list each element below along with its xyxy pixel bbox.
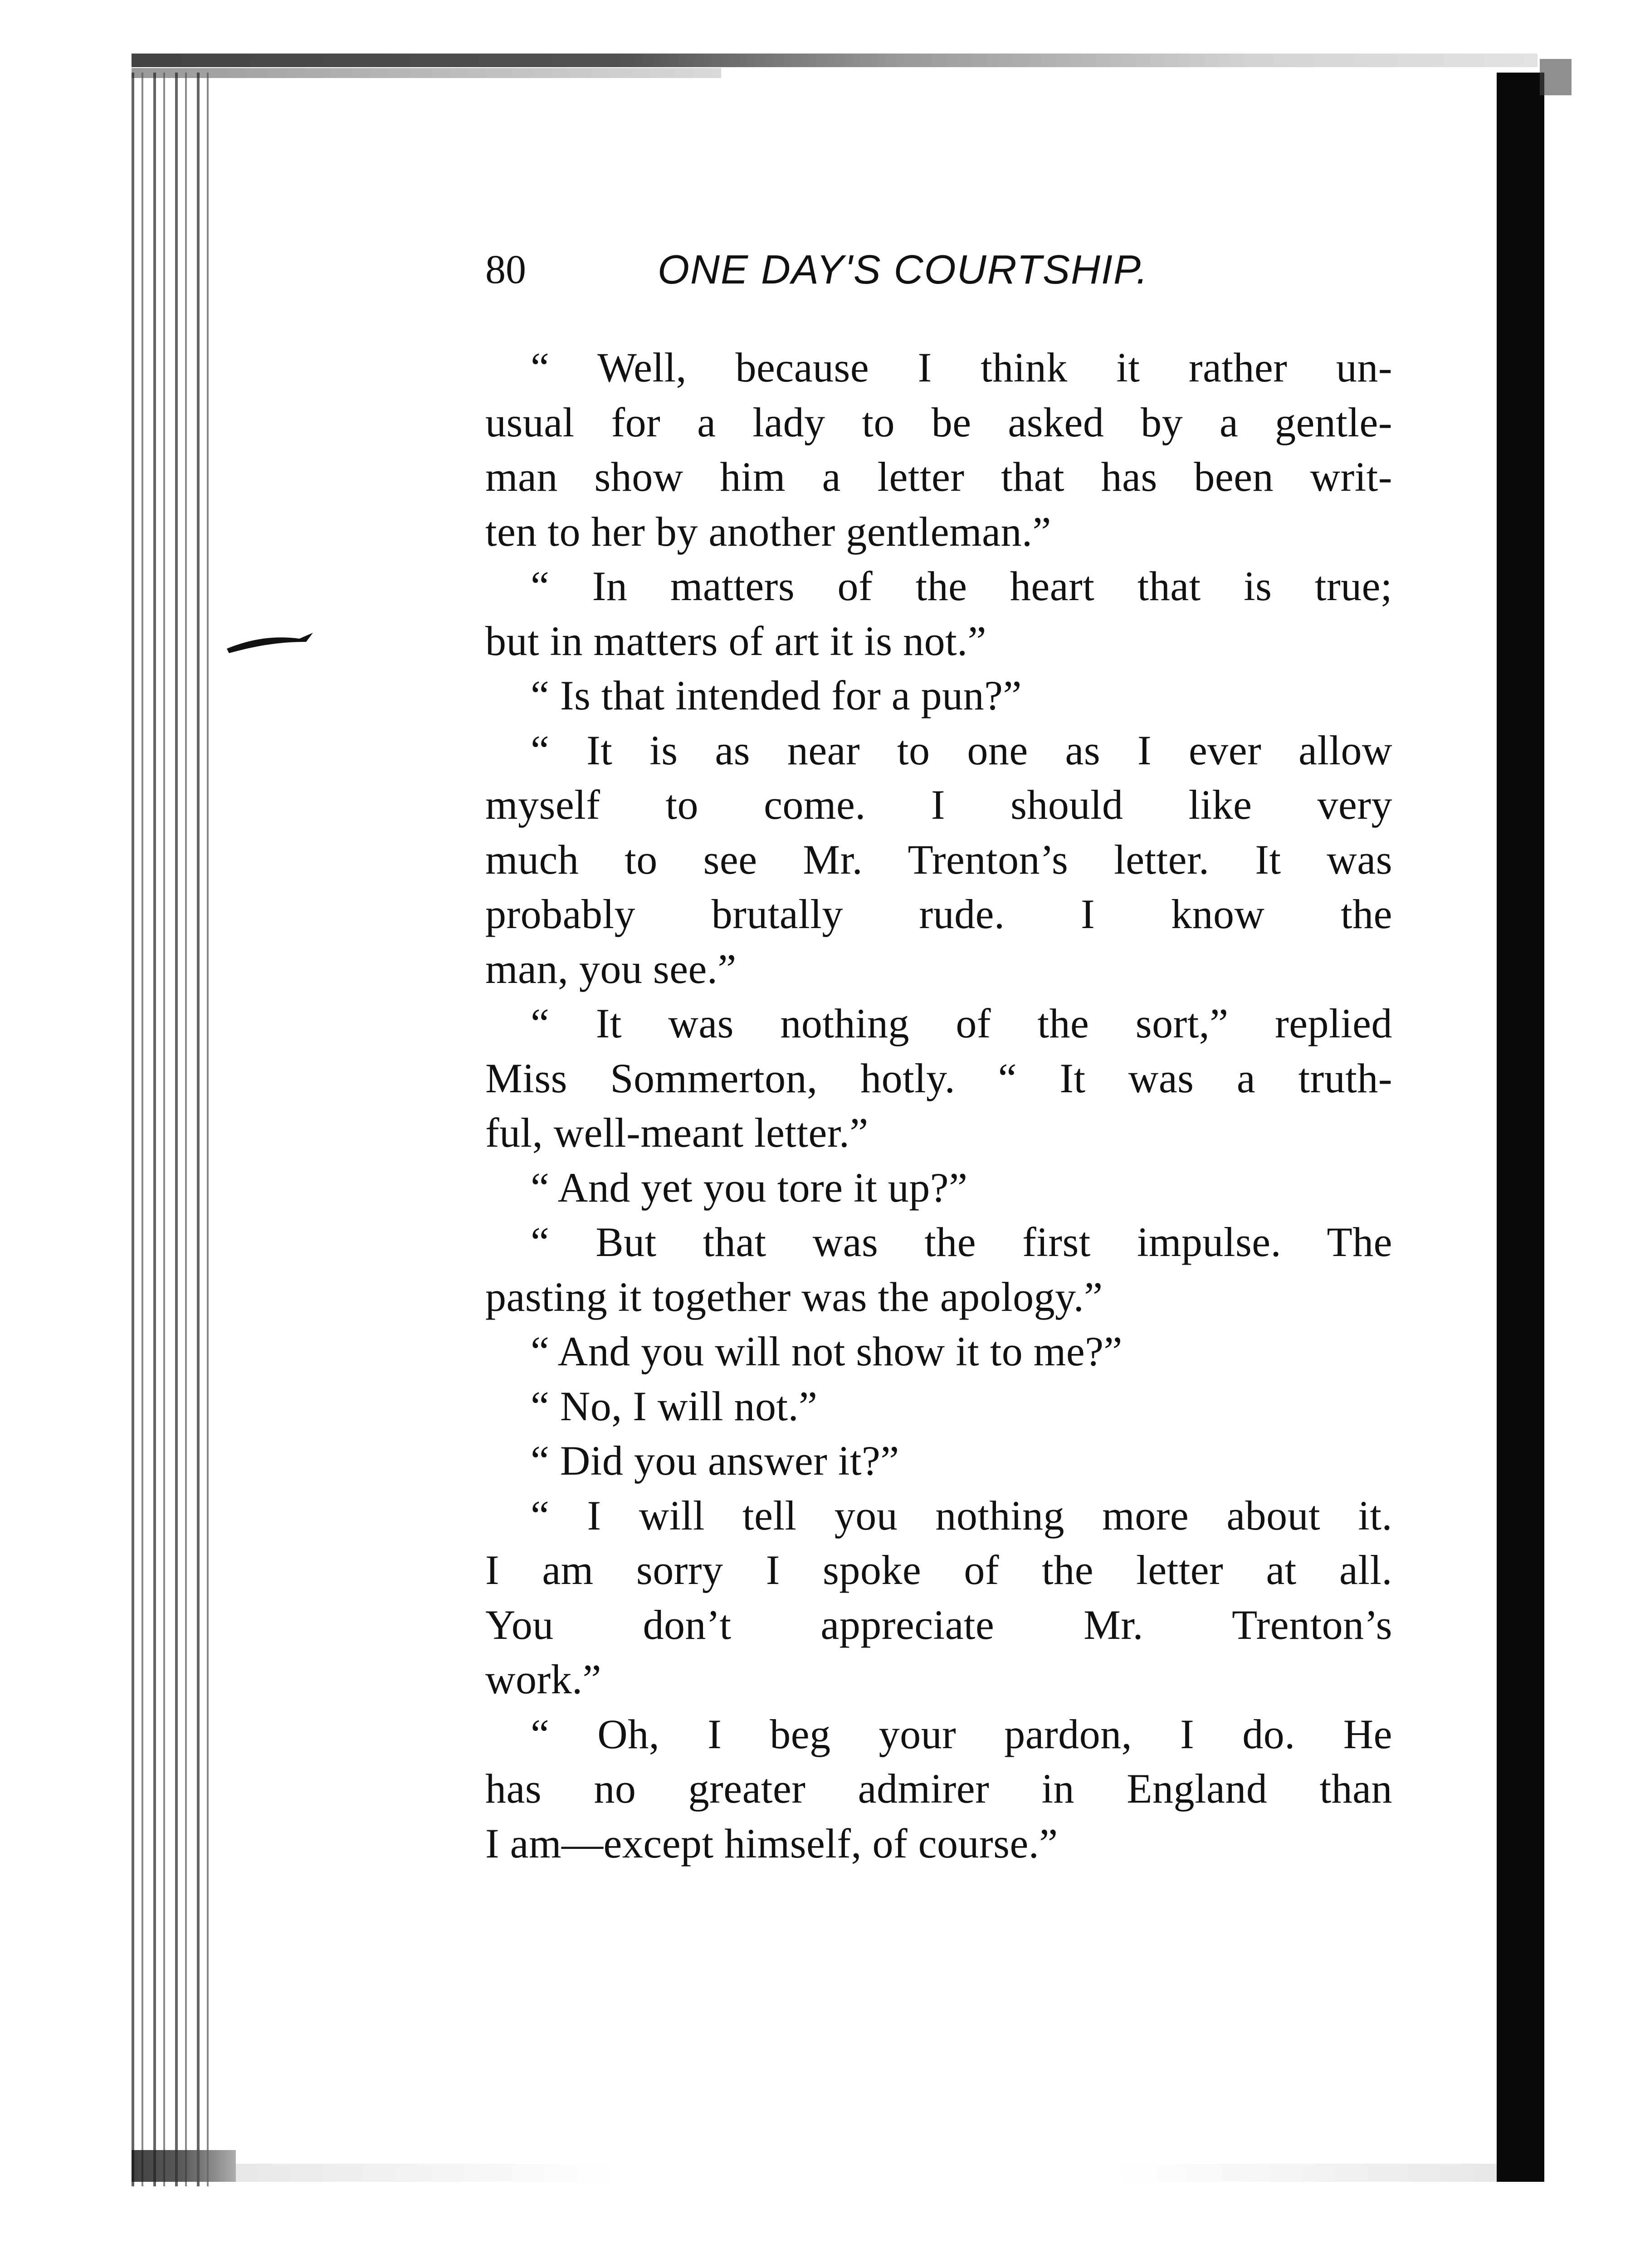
text-line: “ And you will not show it to me?”	[531, 1328, 1123, 1374]
scan-edge-right	[1497, 73, 1544, 2182]
text-line: “ Well, because I think it rather un-	[531, 344, 1392, 391]
running-head	[485, 236, 1392, 304]
text-line: You don’t appreciate Mr. Trenton’s	[485, 1601, 1392, 1648]
text-line: “ It was nothing of the sort,” replied	[531, 1000, 1392, 1046]
book-page	[485, 236, 1392, 1871]
text-line: probably brutally rude. I know the	[485, 891, 1392, 937]
text-line: I am—except himself, of course.”	[485, 1820, 1058, 1867]
text-line: Miss Sommerton, hotly. “ It was a truth-	[485, 1055, 1392, 1101]
text-line: “ Oh, I beg your pardon, I do. He	[531, 1711, 1392, 1757]
scan-edge-top	[132, 54, 1538, 67]
page-number: 80	[485, 247, 526, 292]
text-line: work.”	[485, 1656, 601, 1702]
text-line: much to see Mr. Trenton’s letter. It was	[485, 836, 1392, 883]
text-line: has no greater admirer in England than	[485, 1765, 1392, 1812]
text-line: “ Is that intended for a pun?”	[531, 672, 1022, 719]
text-line: “ It is as near to one as I ever allow	[531, 727, 1392, 773]
scan-edge-bottom	[236, 2164, 1497, 2182]
text-line: man, you see.”	[485, 945, 737, 992]
scan-edge-top-shadow	[132, 68, 721, 78]
text-line: “ Did you answer it?”	[531, 1437, 899, 1484]
scan-edge-left	[132, 73, 209, 2186]
scan-edge-right-top	[1540, 59, 1572, 95]
text-line: “ No, I will not.”	[531, 1383, 818, 1429]
text-line: pasting it together was the apology.”	[485, 1273, 1103, 1320]
running-title: ONE DAY'S COURTSHIP.	[658, 247, 1149, 293]
text-line: “ In matters of the heart that is true;	[531, 563, 1392, 609]
text-line: but in matters of art it is not.”	[485, 617, 986, 664]
body-text	[485, 340, 1392, 1871]
text-line: usual for a lady to be asked by a gentle-	[485, 399, 1392, 445]
text-line: I am sorry I spoke of the letter at all.	[485, 1547, 1392, 1593]
text-line: “ And yet you tore it up?”	[531, 1164, 968, 1211]
text-line: “ I will tell you nothing more about it.	[531, 1492, 1392, 1539]
pencil-mark-icon	[222, 617, 331, 658]
text-line: “ But that was the first impulse. The	[531, 1219, 1392, 1265]
scan-edge-bottom-left	[132, 2150, 236, 2182]
text-line: myself to come. I should like very	[485, 782, 1392, 828]
text-line: man show him a letter that has been writ-	[485, 454, 1392, 500]
text-line: ten to her by another gentleman.”	[485, 508, 1051, 555]
text-line: ful, well-meant letter.”	[485, 1110, 869, 1156]
